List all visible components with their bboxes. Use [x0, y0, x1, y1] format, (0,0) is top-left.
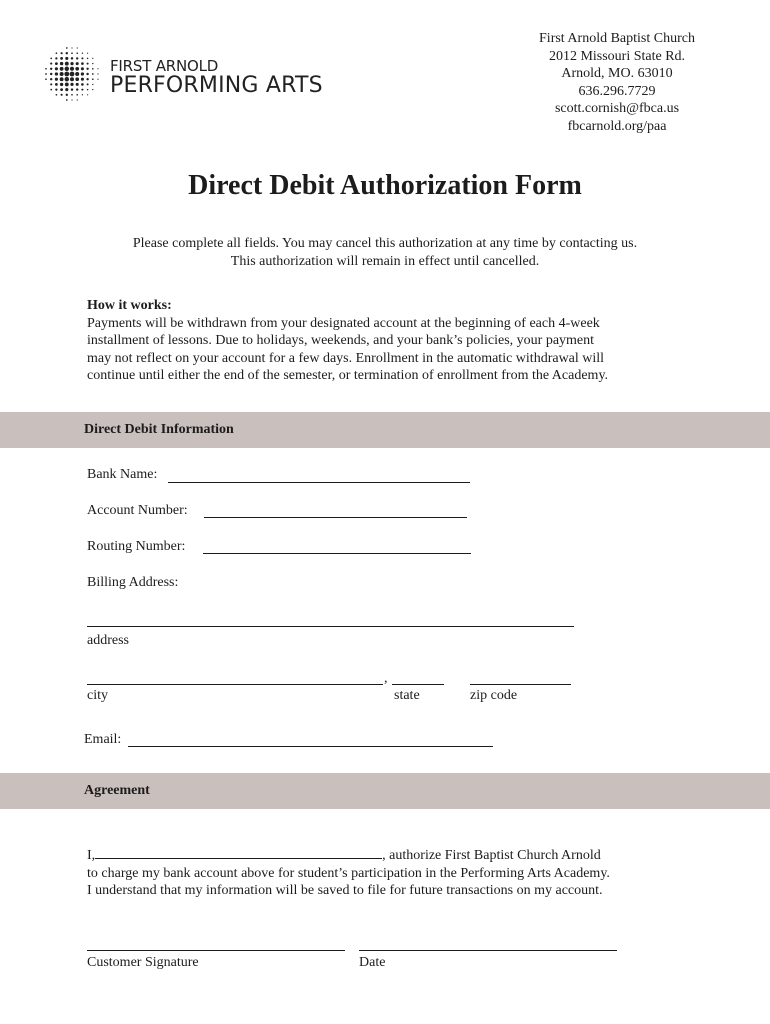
billing-address-label: Billing Address: — [87, 575, 179, 590]
account-number-label: Account Number: — [87, 503, 188, 518]
agreement-prefix: I, — [87, 848, 96, 863]
contact-email: scott.cornish@fbca.us — [554, 101, 680, 117]
city-sub-label: city — [87, 688, 108, 703]
intro-line-1: Please complete all fields. You may cancel this authorization at any time by contacting us. — [132, 236, 638, 251]
contact-block — [500, 30, 734, 136]
zip-code-field[interactable] — [470, 684, 571, 685]
intro-text — [0, 235, 770, 271]
how-it-works — [87, 297, 727, 385]
how-it-works-line: installment of lessons. Due to holidays, weekends, and your bank’s policies, your payment — [87, 333, 595, 348]
address-field[interactable] — [87, 626, 574, 627]
agreement-line-1 — [87, 846, 727, 865]
section-bar-agreement — [0, 773, 770, 809]
authorizer-name-field[interactable] — [95, 846, 382, 859]
routing-number-field[interactable] — [203, 553, 471, 554]
customer-signature-field[interactable] — [87, 950, 345, 951]
page-title: Direct Debit Authorization Form — [188, 170, 582, 201]
how-it-works-heading: How it works: — [87, 298, 172, 313]
dotted-globe-icon — [42, 44, 102, 104]
contact-street: 2012 Missouri State Rd. — [548, 48, 686, 64]
account-number-field[interactable] — [204, 517, 467, 518]
how-it-works-line: Payments will be withdrawn from your designated account at the beginning of each 4-week — [87, 315, 600, 331]
logo-text-performing-arts: PERFORMING ARTS — [110, 73, 323, 98]
customer-signature-label: Customer Signature — [87, 955, 199, 970]
section-heading-direct-debit: Direct Debit Information — [84, 422, 234, 437]
state-field[interactable] — [392, 684, 444, 685]
agreement-line-1-suffix: , authorize First Baptist Church Arnold — [382, 848, 601, 863]
section-heading-agreement: Agreement — [84, 783, 150, 798]
contact-website: fbcarnold.org/paa — [567, 118, 667, 134]
agreement-text — [87, 846, 727, 900]
comma-separator: , — [384, 671, 388, 686]
date-label: Date — [359, 955, 386, 970]
how-it-works-line: continue until either the end of the semester, or termination of enrollment from the Academy. — [87, 368, 609, 383]
section-bar-direct-debit — [0, 412, 770, 448]
contact-phone: 636.296.7729 — [578, 83, 656, 99]
email-field[interactable] — [128, 746, 493, 747]
agreement-line-3: I understand that my information will be saved to file for future transactions on my account. — [87, 883, 603, 898]
contact-org: First Arnold Baptist Church — [539, 31, 695, 46]
zip-code-sub-label: zip code — [470, 688, 518, 703]
how-it-works-line: may not reflect on your account for a few days. Enrollment in the automatic withdrawal will — [87, 350, 605, 366]
agreement-line-2: to charge my bank account above for student’s participation in the Performing Arts Academy. — [87, 865, 610, 881]
intro-line-2: This authorization will remain in effect until cancelled. — [230, 254, 540, 269]
bank-name-field[interactable] — [168, 482, 470, 483]
logo-text-first-arnold: FIRST ARNOLD — [110, 57, 219, 75]
email-label: Email: — [84, 732, 122, 747]
contact-city: Arnold, MO. 63010 — [561, 66, 673, 82]
bank-name-label: Bank Name: — [87, 467, 158, 482]
city-field[interactable] — [87, 684, 383, 685]
routing-number-label: Routing Number: — [87, 539, 186, 554]
state-sub-label: state — [394, 688, 420, 703]
date-field[interactable] — [359, 950, 617, 951]
address-sub-label: address — [87, 633, 129, 648]
